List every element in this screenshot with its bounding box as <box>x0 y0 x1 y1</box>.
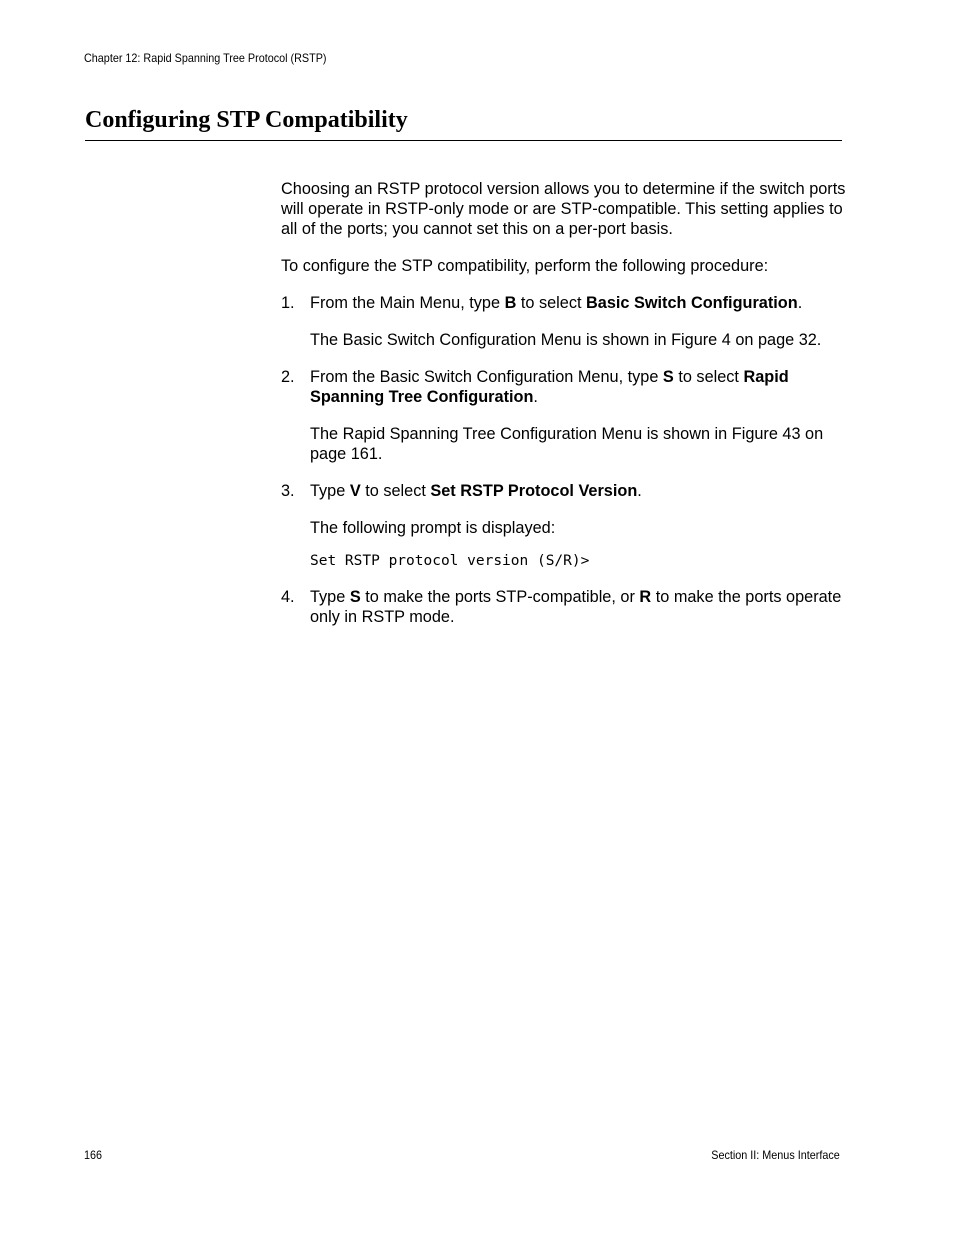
step-instruction <box>310 293 846 313</box>
step-text-run: to select <box>516 294 587 312</box>
procedure-steps <box>281 293 846 627</box>
procedure-step <box>281 481 846 570</box>
step-keyword: Basic Switch Configuration <box>586 294 798 312</box>
step-text-run: to select <box>360 482 431 500</box>
step-keyword: R <box>639 588 652 606</box>
page-number: 166 <box>84 1148 103 1162</box>
title-rule <box>85 140 842 141</box>
step-instruction <box>310 587 846 627</box>
step-text-run: to select <box>673 368 744 386</box>
step-keyword: Rapid Spanning Tree Configuration <box>310 368 789 406</box>
procedure-intro: To configure the STP compatibility, perform the following procedure: <box>281 257 769 275</box>
intro-paragraph: Choosing an RSTP protocol version allows you to determine if the switch ports will operate in RSTP-only mode or are STP-compatible. This setting applies to all of the ports; you cannot set this on a per-port basis. <box>281 180 846 238</box>
running-header: Chapter 12: Rapid Spanning Tree Protocol (RSTP) <box>84 51 327 65</box>
step-instruction <box>310 367 846 407</box>
step-text-run: . <box>533 388 538 406</box>
page-title: Configuring STP Compatibility <box>85 107 408 133</box>
step-keyword: B <box>504 294 517 312</box>
procedure-step <box>281 587 846 627</box>
step-text-run: . <box>637 482 642 500</box>
step-number: 3. <box>281 482 295 500</box>
step-number: 2. <box>281 368 295 386</box>
step-text-run: . <box>797 294 803 312</box>
step-number: 4. <box>281 588 295 606</box>
step-text-run: Type <box>310 588 350 606</box>
step-text-run: From the Main Menu, type <box>310 294 505 312</box>
step-text-run: Type <box>310 482 350 500</box>
body-content <box>281 179 846 644</box>
step-text-run: From the Basic Switch Configuration Menu, type <box>310 368 663 386</box>
procedure-step <box>281 367 846 464</box>
step-text-run: to make the ports operate only in RSTP mode. <box>310 588 842 626</box>
step-instruction <box>310 481 846 501</box>
step-keyword: S <box>662 368 674 386</box>
step-note: The following prompt is displayed: <box>310 519 556 537</box>
step-number: 1. <box>281 294 295 312</box>
step-note: The Basic Switch Configuration Menu is shown in Figure 4 on page 32. <box>310 331 822 349</box>
step-note: The Rapid Spanning Tree Configuration Menu is shown in Figure 43 on page 161. <box>310 425 824 463</box>
section-label: Section II: Menus Interface <box>711 1148 840 1162</box>
step-keyword: Set RSTP Protocol Version <box>430 482 638 500</box>
step-keyword: S <box>349 588 361 606</box>
command-prompt: Set RSTP protocol version (S/R)> <box>310 553 590 569</box>
step-text-run: to make the ports STP-compatible, or <box>360 588 640 606</box>
step-keyword: V <box>349 482 361 500</box>
procedure-step <box>281 293 846 350</box>
